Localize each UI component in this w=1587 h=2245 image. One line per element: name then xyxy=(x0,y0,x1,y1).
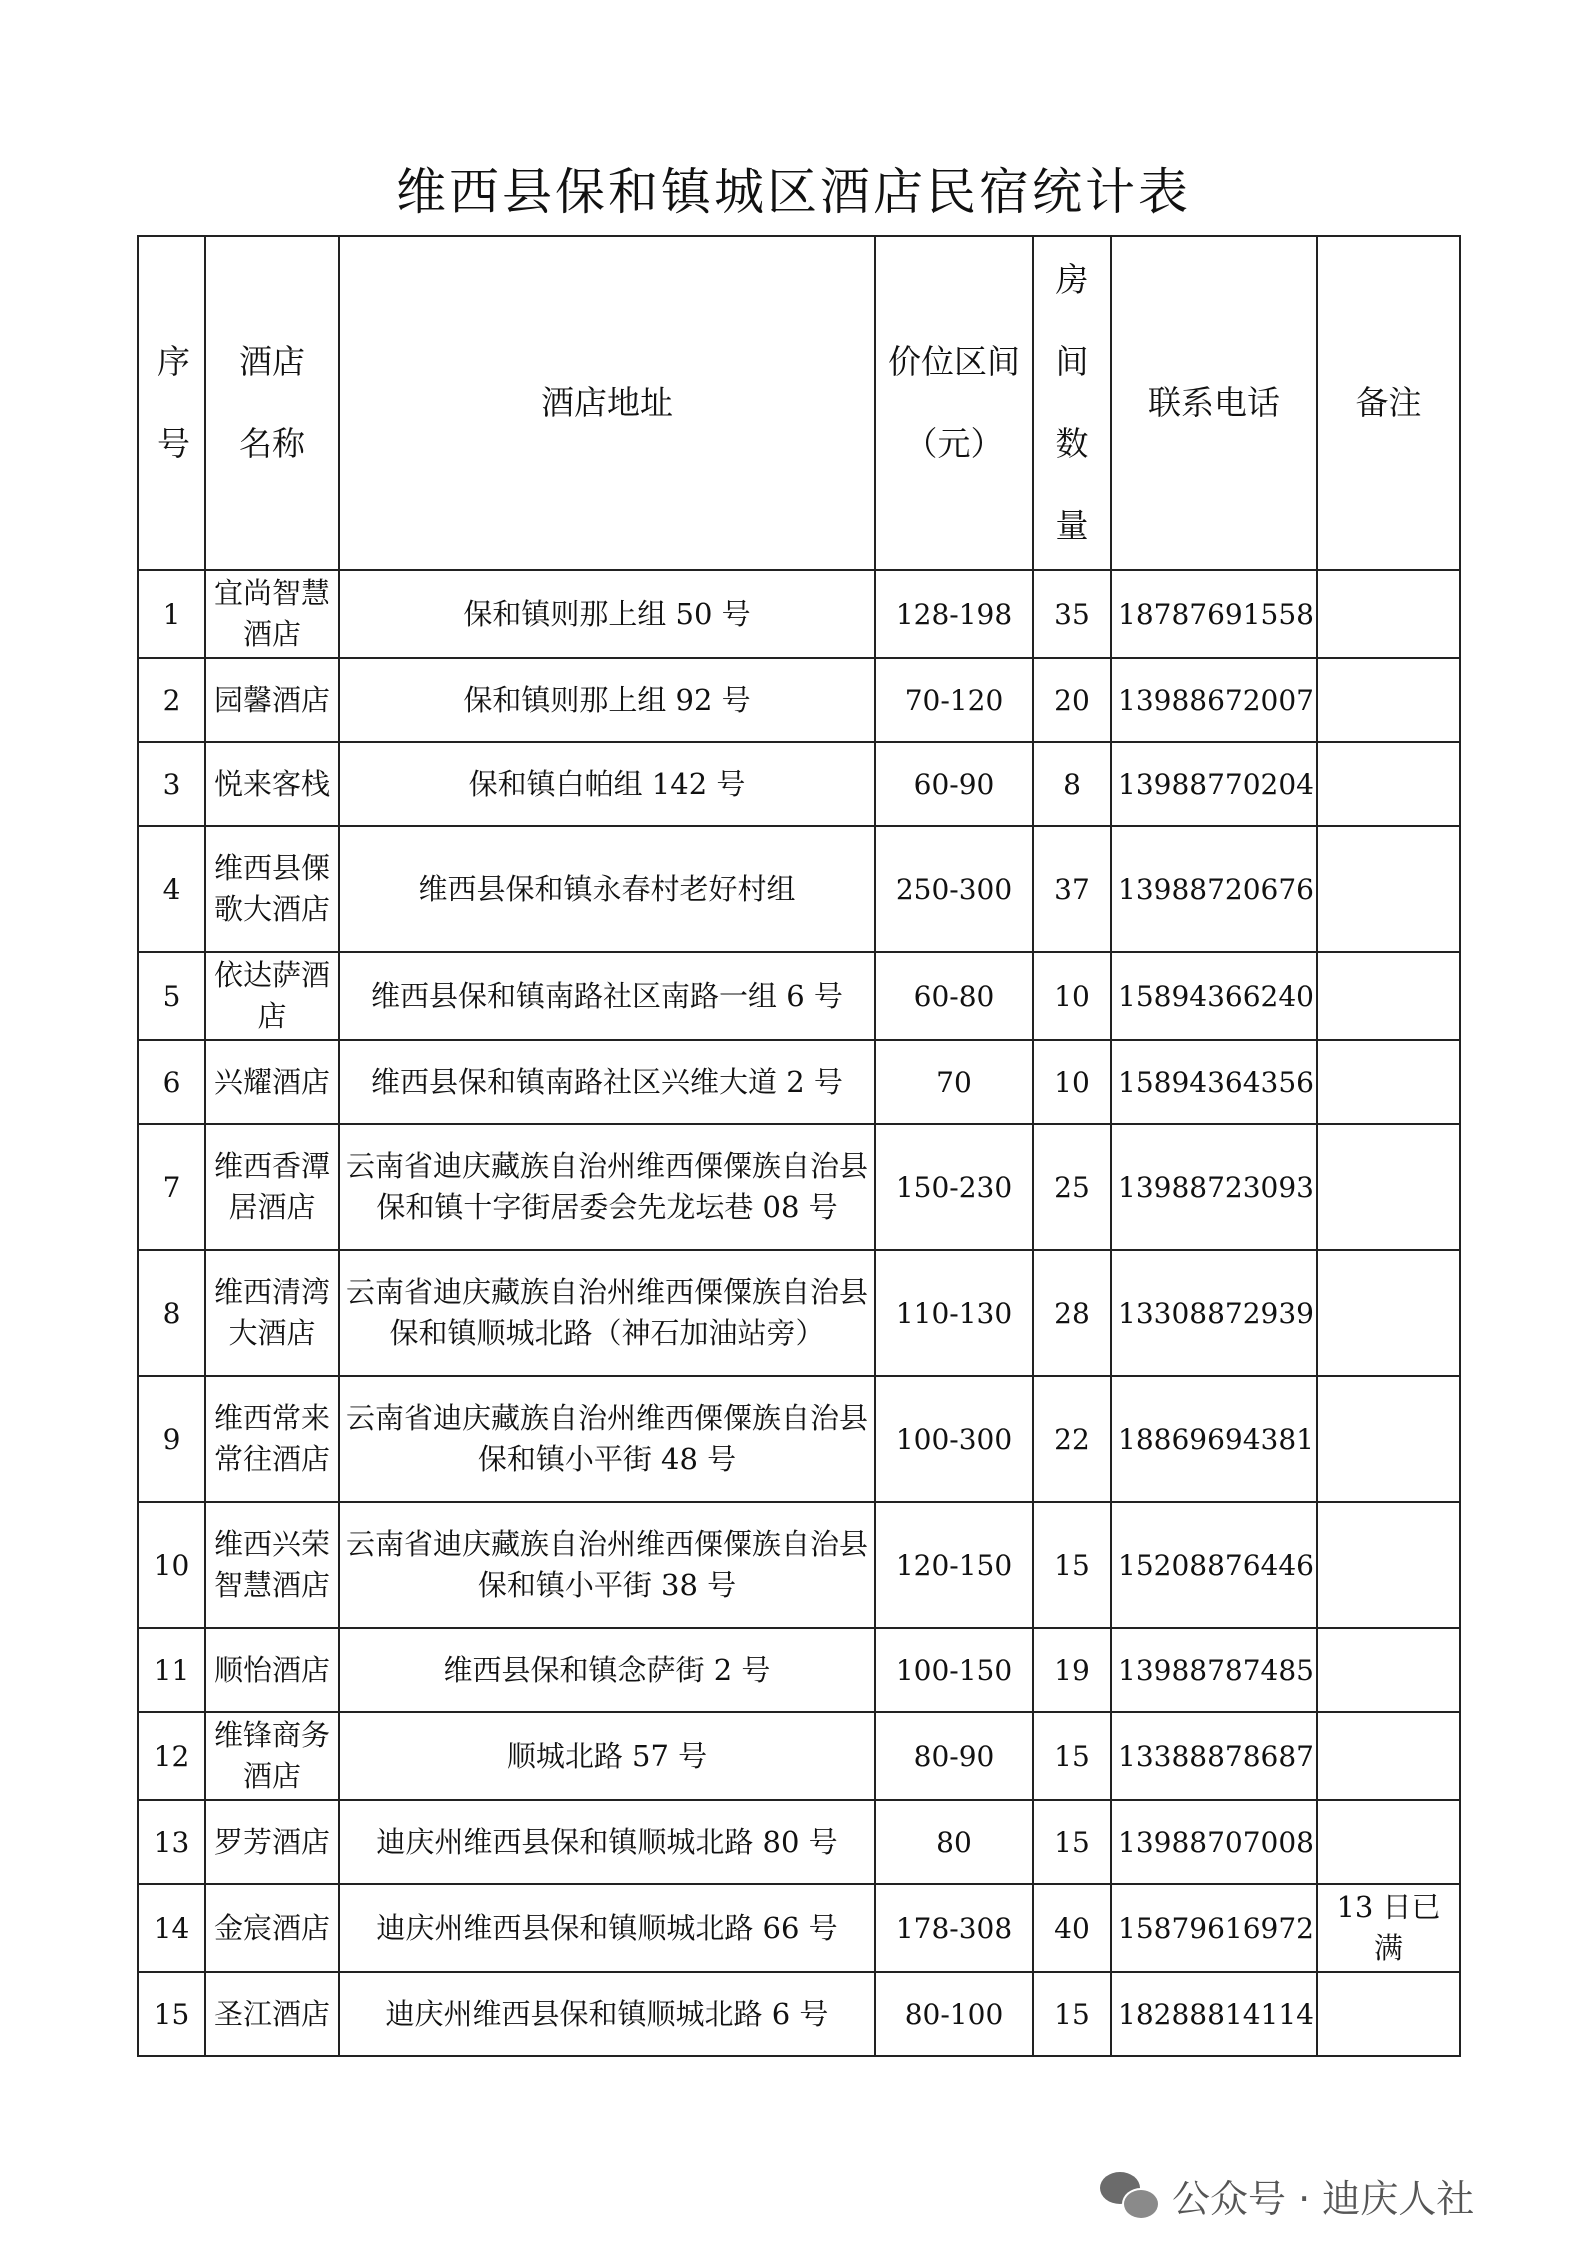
cell-address: 保和镇则那上组 50 号 xyxy=(339,570,875,658)
cell-note xyxy=(1317,1376,1460,1502)
header-address: 酒店地址 xyxy=(339,236,875,570)
cell-address: 顺城北路 57 号 xyxy=(339,1712,875,1800)
header-name: 酒店名称 xyxy=(205,236,339,570)
cell-note xyxy=(1317,826,1460,952)
table-row xyxy=(138,1376,1460,1502)
header-note: 备注 xyxy=(1317,236,1460,570)
cell-note: 13 日已满 xyxy=(1317,1884,1460,1972)
header-phone: 联系电话 xyxy=(1111,236,1317,570)
table-row xyxy=(138,1040,1460,1124)
cell-rooms: 8 xyxy=(1033,742,1111,826)
cell-note xyxy=(1317,1502,1460,1628)
cell-phone: 15894366240 xyxy=(1111,952,1317,1040)
cell-no: 8 xyxy=(138,1250,205,1376)
cell-name: 园馨酒店 xyxy=(205,658,339,742)
table-row xyxy=(138,826,1460,952)
cell-phone: 13988723093 xyxy=(1111,1124,1317,1250)
cell-rooms: 28 xyxy=(1033,1250,1111,1376)
header-price: 价位区间（元） xyxy=(875,236,1033,570)
cell-price: 250-300 xyxy=(875,826,1033,952)
table-body xyxy=(138,570,1460,2056)
cell-note xyxy=(1317,658,1460,742)
cell-rooms: 15 xyxy=(1033,1502,1111,1628)
watermark-text: 公众号 · 迪庆人社 xyxy=(1172,2176,1475,2221)
cell-rooms: 20 xyxy=(1033,658,1111,742)
cell-address: 保和镇则那上组 92 号 xyxy=(339,658,875,742)
cell-note xyxy=(1317,1040,1460,1124)
cell-no: 15 xyxy=(138,1972,205,2056)
cell-no: 7 xyxy=(138,1124,205,1250)
table-row xyxy=(138,658,1460,742)
cell-address: 云南省迪庆藏族自治州维西傈僳族自治县保和镇小平街 48 号 xyxy=(339,1376,875,1502)
cell-name: 依达萨酒店 xyxy=(205,952,339,1040)
cell-no: 3 xyxy=(138,742,205,826)
cell-price: 70 xyxy=(875,1040,1033,1124)
cell-price: 128-198 xyxy=(875,570,1033,658)
cell-phone: 13308872939 xyxy=(1111,1250,1317,1376)
table-row xyxy=(138,570,1460,658)
cell-name: 维西香潭居酒店 xyxy=(205,1124,339,1250)
table-row xyxy=(138,1712,1460,1800)
table-row xyxy=(138,1124,1460,1250)
cell-note xyxy=(1317,570,1460,658)
cell-rooms: 15 xyxy=(1033,1972,1111,2056)
cell-phone: 18288814114 xyxy=(1111,1972,1317,2056)
cell-rooms: 35 xyxy=(1033,570,1111,658)
cell-address: 保和镇白帕组 142 号 xyxy=(339,742,875,826)
cell-no: 4 xyxy=(138,826,205,952)
cell-address: 迪庆州维西县保和镇顺城北路 66 号 xyxy=(339,1884,875,1972)
cell-rooms: 15 xyxy=(1033,1712,1111,1800)
table-row xyxy=(138,1800,1460,1884)
cell-price: 178-308 xyxy=(875,1884,1033,1972)
cell-price: 60-90 xyxy=(875,742,1033,826)
cell-no: 5 xyxy=(138,952,205,1040)
cell-address: 云南省迪庆藏族自治州维西傈僳族自治县保和镇顺城北路（神石加油站旁） xyxy=(339,1250,875,1376)
cell-note xyxy=(1317,1628,1460,1712)
cell-phone: 13988770204 xyxy=(1111,742,1317,826)
cell-no: 9 xyxy=(138,1376,205,1502)
cell-address: 迪庆州维西县保和镇顺城北路 80 号 xyxy=(339,1800,875,1884)
cell-price: 80 xyxy=(875,1800,1033,1884)
table-row xyxy=(138,1628,1460,1712)
cell-rooms: 15 xyxy=(1033,1800,1111,1884)
cell-address: 云南省迪庆藏族自治州维西傈僳族自治县保和镇小平街 38 号 xyxy=(339,1502,875,1628)
cell-phone: 13988787485 xyxy=(1111,1628,1317,1712)
cell-address: 维西县保和镇南路社区南路一组 6 号 xyxy=(339,952,875,1040)
cell-price: 60-80 xyxy=(875,952,1033,1040)
cell-note xyxy=(1317,1972,1460,2056)
cell-note xyxy=(1317,952,1460,1040)
cell-note xyxy=(1317,1124,1460,1250)
watermark xyxy=(1100,2160,1474,2230)
cell-phone: 15879616972 xyxy=(1111,1884,1317,1972)
cell-name: 顺怡酒店 xyxy=(205,1628,339,1712)
wechat-icon xyxy=(1100,2172,1158,2218)
cell-price: 80-100 xyxy=(875,1972,1033,2056)
cell-phone: 13988707008 xyxy=(1111,1800,1317,1884)
cell-no: 14 xyxy=(138,1884,205,1972)
cell-name: 宜尚智慧酒店 xyxy=(205,570,339,658)
cell-address: 云南省迪庆藏族自治州维西傈僳族自治县保和镇十字街居委会先龙坛巷 08 号 xyxy=(339,1124,875,1250)
cell-name: 罗芳酒店 xyxy=(205,1800,339,1884)
cell-phone: 13988672007 xyxy=(1111,658,1317,742)
table-row xyxy=(138,742,1460,826)
cell-name: 维锋商务酒店 xyxy=(205,1712,339,1800)
cell-phone: 13988720676 xyxy=(1111,826,1317,952)
cell-note xyxy=(1317,742,1460,826)
cell-no: 12 xyxy=(138,1712,205,1800)
table-row xyxy=(138,1502,1460,1628)
cell-price: 120-150 xyxy=(875,1502,1033,1628)
cell-name: 维西清湾大酒店 xyxy=(205,1250,339,1376)
table-row xyxy=(138,1884,1460,1972)
cell-note xyxy=(1317,1800,1460,1884)
cell-price: 70-120 xyxy=(875,658,1033,742)
header-row xyxy=(138,236,1460,570)
cell-rooms: 25 xyxy=(1033,1124,1111,1250)
cell-name: 金宸酒店 xyxy=(205,1884,339,1972)
cell-price: 150-230 xyxy=(875,1124,1033,1250)
cell-no: 11 xyxy=(138,1628,205,1712)
cell-no: 13 xyxy=(138,1800,205,1884)
cell-name: 兴耀酒店 xyxy=(205,1040,339,1124)
cell-name: 维西常来常往酒店 xyxy=(205,1376,339,1502)
cell-address: 迪庆州维西县保和镇顺城北路 6 号 xyxy=(339,1972,875,2056)
cell-address: 维西县保和镇念萨街 2 号 xyxy=(339,1628,875,1712)
cell-rooms: 37 xyxy=(1033,826,1111,952)
table-row xyxy=(138,1972,1460,2056)
cell-name: 维西县傈歌大酒店 xyxy=(205,826,339,952)
cell-rooms: 22 xyxy=(1033,1376,1111,1502)
cell-phone: 18869694381 xyxy=(1111,1376,1317,1502)
cell-name: 悦来客栈 xyxy=(205,742,339,826)
cell-name: 维西兴荣智慧酒店 xyxy=(205,1502,339,1628)
cell-note xyxy=(1317,1250,1460,1376)
cell-note xyxy=(1317,1712,1460,1800)
cell-no: 10 xyxy=(138,1502,205,1628)
cell-price: 80-90 xyxy=(875,1712,1033,1800)
cell-name: 圣江酒店 xyxy=(205,1972,339,2056)
cell-rooms: 10 xyxy=(1033,952,1111,1040)
cell-rooms: 40 xyxy=(1033,1884,1111,1972)
cell-price: 100-150 xyxy=(875,1628,1033,1712)
cell-rooms: 19 xyxy=(1033,1628,1111,1712)
cell-phone: 13388878687 xyxy=(1111,1712,1317,1800)
cell-phone: 15208876446 xyxy=(1111,1502,1317,1628)
cell-price: 110-130 xyxy=(875,1250,1033,1376)
hotel-stats-table xyxy=(137,235,1461,2057)
document-title: 维西县保和镇城区酒店民宿统计表 xyxy=(396,163,1191,221)
cell-no: 2 xyxy=(138,658,205,742)
cell-no: 6 xyxy=(138,1040,205,1124)
cell-phone: 18787691558 xyxy=(1111,570,1317,658)
cell-price: 100-300 xyxy=(875,1376,1033,1502)
header-rooms: 房间数量 xyxy=(1033,236,1111,570)
cell-rooms: 10 xyxy=(1033,1040,1111,1124)
table-row xyxy=(138,1250,1460,1376)
cell-no: 1 xyxy=(138,570,205,658)
cell-address: 维西县保和镇南路社区兴维大道 2 号 xyxy=(339,1040,875,1124)
header-no: 序号 xyxy=(138,236,205,570)
cell-phone: 15894364356 xyxy=(1111,1040,1317,1124)
table-row xyxy=(138,952,1460,1040)
cell-address: 维西县保和镇永春村老好村组 xyxy=(339,826,875,952)
